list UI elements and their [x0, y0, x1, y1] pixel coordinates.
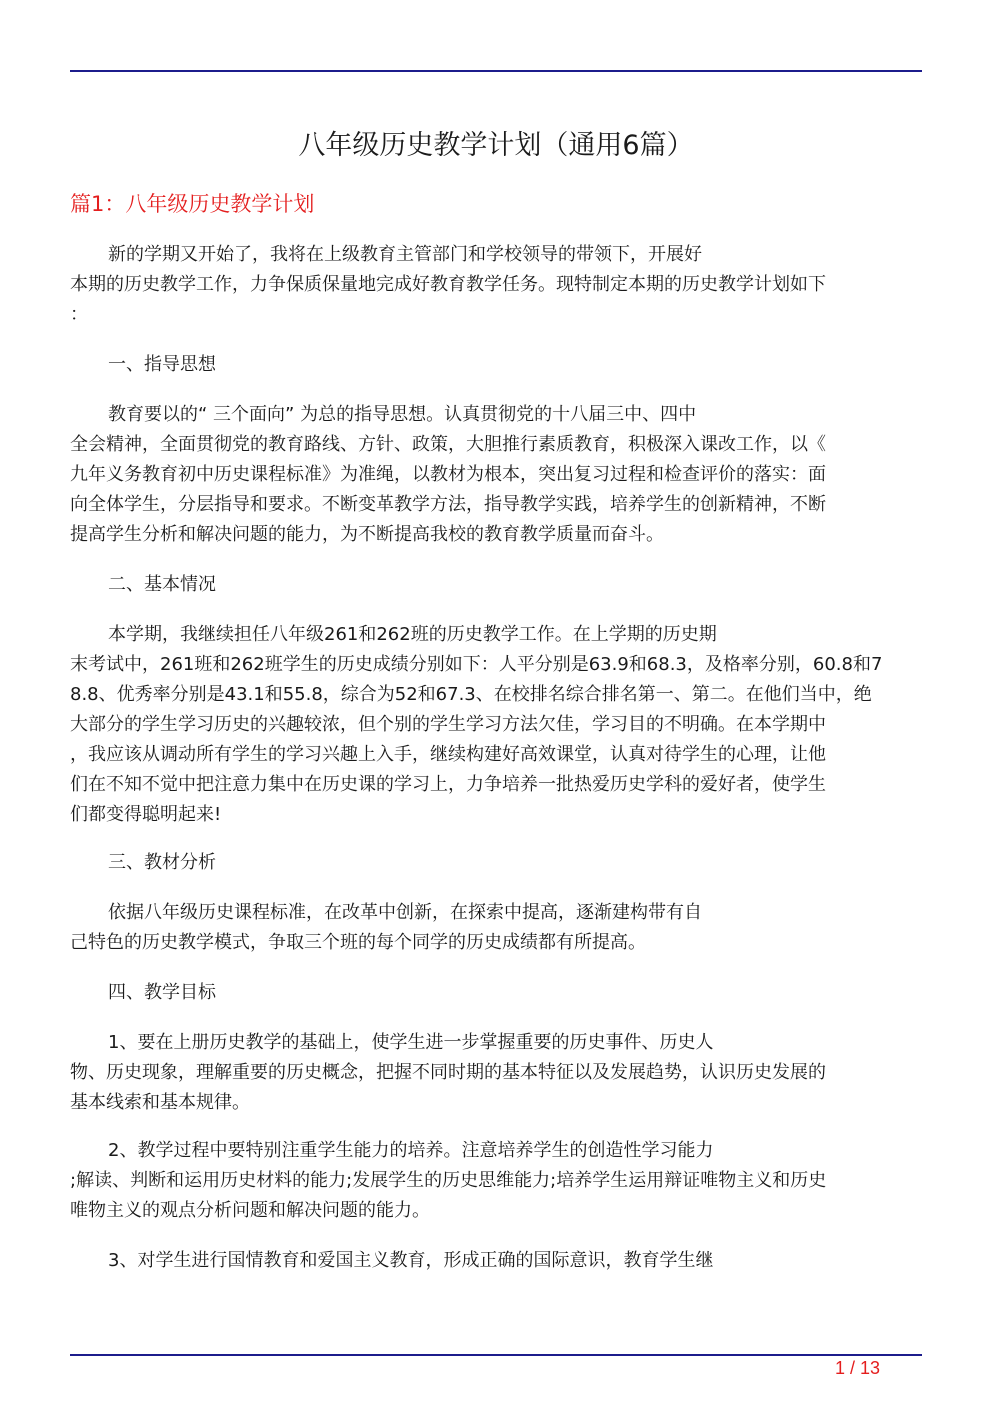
text-line: 3、对学生进行国情教育和爱国主义教育，形成正确的国际意识，教育学生继 [108, 1250, 714, 1271]
text-line: 大部分的学生学习历史的兴趣较浓，但个别的学生学习方法欠佳，学习目的不明确。在本学期中 [70, 714, 826, 735]
text-line: 们在不知不觉中把注意力集中在历史课的学习上，力争培养一批热爱历史学科的爱好者，使学生 [70, 774, 826, 795]
text-line: 全会精神，全面贯彻党的教育路线、方针、政策，大胆推行素质教育，积极深入课改工作，以《 [70, 434, 826, 455]
subheading-teaching-goals [70, 978, 915, 1008]
paragraph-guiding-ideology [70, 400, 915, 550]
text-line: 教育要以的“ 三个面向” 为总的指导思想。认真贯彻党的十八届三中、四中 [108, 404, 697, 425]
subheading-text: 三、教材分析 [108, 852, 216, 873]
text-line: ;解读、判断和运用历史材料的能力;发展学生的历史思维能力;培养学生运用辩证唯物主义和历史 [70, 1170, 827, 1191]
text-line: 向全体学生，分层指导和要求。不断变革教学方法，指导教学实践，培养学生的创新精神，不断 [70, 494, 826, 515]
text-line: 基本线索和基本规律。 [70, 1092, 250, 1113]
subheading-text: 一、指导思想 [108, 354, 216, 375]
paragraph-goal-3 [70, 1246, 915, 1276]
subheading-textbook-analysis [70, 848, 915, 878]
text-line: 们都变得聪明起来! [70, 804, 222, 825]
text-line: 末考试中，261班和262班学生的历史成绩分别如下：人平分别是63.9和68.3，及格率分别，60.8和7 [70, 654, 883, 675]
text-line: 本期的历史教学工作，力争保质保量地完成好教育教学任务。现特制定本期的历史教学计划如下 [70, 274, 826, 295]
subheading-basic-situation [70, 570, 915, 600]
document-title: 八年级历史教学计划（通用6篇） [298, 130, 694, 161]
text-line: 新的学期又开始了，我将在上级教育主管部门和学校领导的带领下，开展好 [108, 244, 702, 265]
paragraph-intro [70, 240, 915, 330]
paragraph-goal-1 [70, 1028, 915, 1118]
paragraph-textbook-analysis [70, 898, 915, 958]
text-line: 2、教学过程中要特别注重学生能力的培养。注意培养学生的创造性学习能力 [108, 1140, 714, 1161]
text-line: 1、要在上册历史教学的基础上，使学生进一步掌握重要的历史事件、历史人 [108, 1032, 714, 1053]
text-line: 物、历史现象，理解重要的历史概念，把握不同时期的基本特征以及发展趋势，认识历史发展的 [70, 1062, 826, 1083]
text-line: 唯物主义的观点分析问题和解决问题的能力。 [70, 1200, 430, 1221]
header-rule [70, 70, 922, 72]
text-line: 己特色的历史教学模式，争取三个班的每个同学的历史成绩都有所提高。 [70, 932, 646, 953]
subheading-guiding-ideology [70, 350, 915, 380]
text-line: ： [70, 304, 88, 325]
paragraph-basic-situation [70, 620, 915, 830]
paragraph-goal-2 [70, 1136, 915, 1226]
text-line: 九年义务教育初中历史课程标准》为准绳，以教材为根本，突出复习过程和检查评价的落实：面 [70, 464, 826, 485]
text-line: 依据八年级历史课程标准，在改革中创新，在探索中提高，逐渐建构带有自 [108, 902, 702, 923]
section-heading: 篇1：八年级历史教学计划 [70, 192, 315, 216]
subheading-text: 二、基本情况 [108, 574, 216, 595]
page-number: 1 / 13 [834, 1358, 880, 1378]
text-line: 提高学生分析和解决问题的能力，为不断提高我校的教育教学质量而奋斗。 [70, 524, 664, 545]
text-line: 8.8、优秀率分别是43.1和55.8，综合为52和67.3、在校排名综合排名第一、第二。在他们当中，绝 [70, 684, 872, 705]
subheading-text: 四、教学目标 [108, 982, 216, 1003]
text-line: ，我应该从调动所有学生的学习兴趣上入手，继续构建好高效课堂，认真对待学生的心理，让他 [70, 744, 826, 765]
text-line: 本学期，我继续担任八年级261和262班的历史教学工作。在上学期的历史期 [108, 624, 717, 645]
